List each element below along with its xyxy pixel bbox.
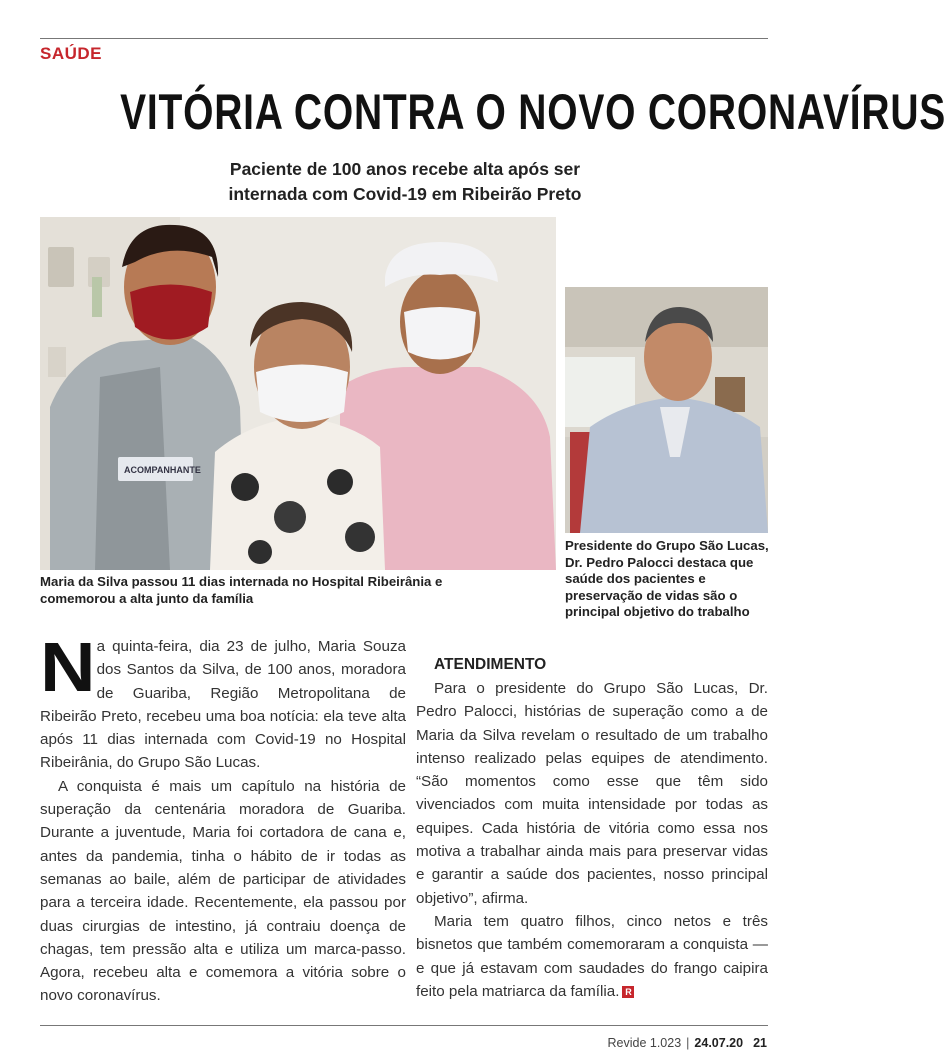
side-photo-caption: Presidente do Grupo São Lucas, Dr. Pedro Palocci destaca que saúde dos pacientes e preservação de vidas são o principal objetivo do trabalho bbox=[565, 538, 769, 619]
drop-cap: N bbox=[40, 628, 96, 706]
paragraph-2: A conquista é mais um capítulo na história de superação da centenária moradora de Guariba. Durante a juventude, Maria foi cortadora de cana e, antes da pandemia, tinha o hábito de ir todas as semanas ao baile, além de participar de atividades para a terceira idade. Recentemente, ela passou por duas cirurgias de intestino, já contraiu doença de chagas, tem pressão alta e utiliza um marca-passo. Agora, recebeu alta e comemora a vitória sobre o novo coronavírus. bbox=[40, 777, 406, 1005]
paragraph-3: Para o presidente do Grupo São Lucas, Dr. Pedro Palocci, histórias de superação como a de Maria da Silva revelam o resultado de um trabalho intenso realizado pelas equipes de atendimento. “São momentos como esse que têm sido vivenciados com muita intensidade por todas as equipes. Cada história de vitória como essa nos motiva a trabalhar ainda mais para preservar vidas e garantir a saúde dos pacientes, nosso principal objetivo”, afirma. bbox=[416, 680, 768, 907]
end-mark-icon: R bbox=[622, 986, 634, 998]
page-footer bbox=[608, 1036, 768, 1050]
article-column-left bbox=[40, 628, 406, 1008]
footer-separator: | bbox=[686, 1036, 690, 1050]
subtitle-line-1: Paciente de 100 anos recebe alta após ser bbox=[229, 159, 581, 179]
subhead-atendimento: ATENDIMENTO bbox=[434, 656, 547, 673]
subtitle-line-2: internada com Covid-19 em Ribeirão Preto bbox=[228, 184, 582, 204]
badge-text: ACOMPANHANTE bbox=[124, 465, 201, 475]
paragraph-1 bbox=[40, 628, 406, 775]
section-label: SAÚDE bbox=[40, 44, 103, 63]
subtitle bbox=[150, 157, 660, 207]
article-column-right bbox=[416, 654, 768, 1003]
side-photo bbox=[565, 287, 768, 533]
top-rule bbox=[40, 38, 768, 39]
paragraph-1-text: a quinta-feira, dia 23 de julho, Maria Souza dos Santos da Silva, de 100 anos, moradora de Guariba, Região Metropolitana de Ribeirão Preto, recebeu uma boa notícia: ela teve alta após 11 dias internada com Covid-19 no Hospital Ribeirânia, do Grupo São Lucas. bbox=[40, 638, 406, 772]
paragraph-4 bbox=[416, 910, 768, 1003]
footer-date: 24.07.20 bbox=[694, 1036, 744, 1050]
bottom-rule bbox=[40, 1025, 768, 1026]
headline: VITÓRIA CONTRA O NOVO CORONAVÍRUS bbox=[120, 84, 946, 140]
main-photo-caption: Maria da Silva passou 11 dias internada no Hospital Ribeirânia e comemorou a alta junto da família bbox=[40, 574, 443, 606]
paragraph-4-text: Maria tem quatro filhos, cinco netos e três bisnetos que também comemoraram a conquista — e que já estavam com saudades do frango caipira feito pela matriarca da família. bbox=[416, 912, 768, 1000]
main-photo bbox=[40, 217, 556, 570]
main-photo-illustration bbox=[40, 217, 556, 570]
page-number: 21 bbox=[753, 1036, 767, 1050]
footer-publication: Revide 1.023 bbox=[607, 1036, 682, 1050]
side-photo-illustration bbox=[565, 287, 768, 533]
